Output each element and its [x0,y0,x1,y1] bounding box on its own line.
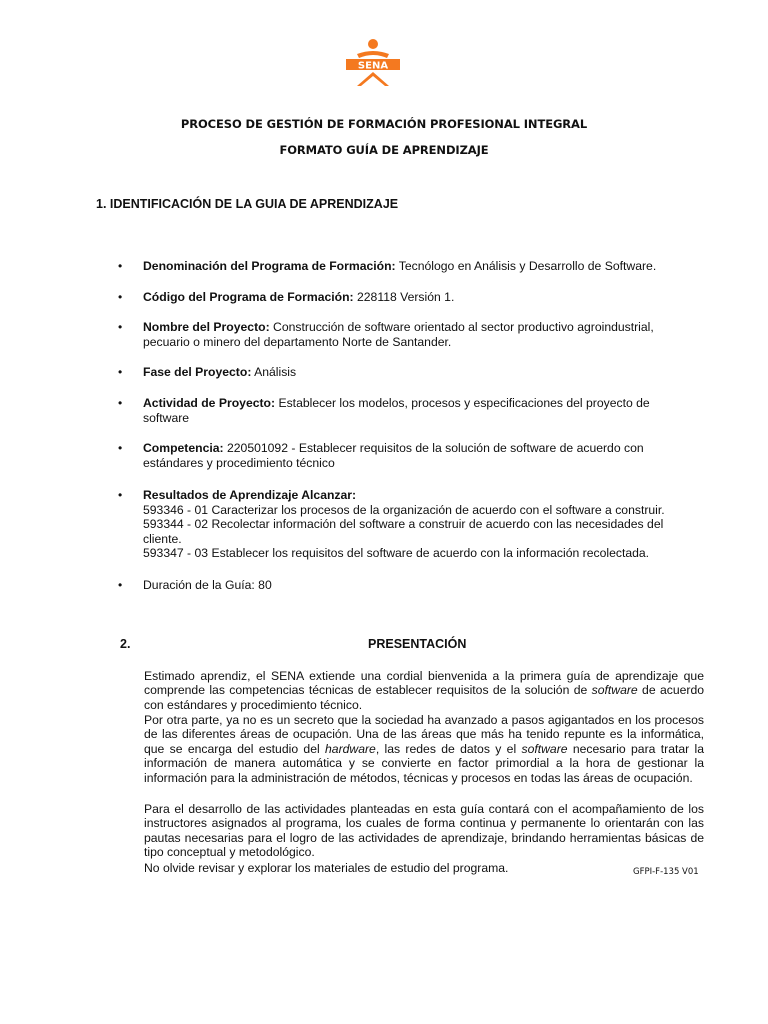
item-value: Duración de la Guía: 80 [143,578,272,592]
item-label: Competencia: [143,441,224,455]
list-item-project-activity [143,396,673,425]
text-span: de acuerdo con estándares y procedimiento técnico. [144,683,704,712]
text-span: necesario para tratar la información de manera automática y se convierte en factor primordial a la hora de gestionar la información para la administración de métodos, técnicas y procesos en todas las áreas de ocupación. [144,741,704,785]
item-label: Actividad de Proyecto: [143,396,276,410]
item-label: Resultados de Aprendizaje Alcanzar: [143,488,357,502]
list-item-program-code [143,290,691,305]
item-label: Código del Programa de Formación: [143,290,354,304]
italic-term: hardware [325,741,376,756]
list-item-learning-results [143,488,691,561]
list-item-project-phase [143,365,691,380]
item-label: Denominación del Programa de Formación: [143,259,396,273]
item-value: Tecnólogo en Análisis y Desarrollo de Software. [395,259,657,273]
sena-logo [343,38,403,88]
result-1: 593346 - 01 Caracterizar los procesos de la organización de acuerdo con el software a construir. [143,502,665,517]
list-item-competency [143,441,678,470]
text-span: Por otra parte, ya no es un secreto que la sociedad ha avanzado a pasos agigantados en los procesos de las diferentes áreas de ocupación. Una de las áreas que más ha tenido repunte es la informática, que se encarga del estudio del [144,713,704,756]
italic-term: software [591,683,638,698]
item-value: Análisis [251,365,297,379]
item-value: Establecer los modelos, procesos y especificaciones del proyecto de software [143,396,650,425]
item-value: 228118 Versión 1. [353,290,455,304]
list-item-duration [143,578,691,593]
item-label: Nombre del Proyecto: [143,320,270,334]
item-value: 220501092 - Establecer requisitos de la solución de software de acuerdo con estándares y procedimiento técnico [143,441,644,470]
context-paragraph [144,713,704,785]
text-span: , las redes de datos y el [375,741,522,756]
header-subtitle: FORMATO GUÍA DE APRENDIZAJE [279,143,489,157]
item-label: Fase del Proyecto: [143,365,252,379]
section-2-title: PRESENTACIÓN [368,637,467,651]
header-title: PROCESO DE GESTIÓN DE FORMACIÓN PROFESIONAL INTEGRAL [180,117,588,131]
result-3: 593347 - 03 Establecer los requisitos del software de acuerdo con la información recolectada. [143,546,650,560]
section-1-title: 1. IDENTIFICACIÓN DE LA GUIA DE APRENDIZAJE [96,197,399,211]
list-item-program-name [143,259,691,274]
item-value: Construcción de software orientado al sector productivo agroindustrial, pecuario o minero del departamento Norte de Santander. [143,320,654,349]
sena-logo-text: SENA [357,60,389,72]
section-2-number: 2. [120,637,131,651]
list-item-project-name [143,320,663,349]
intro-paragraph [144,669,704,712]
text-span: Estimado aprendiz, el SENA extiende una cordial bienvenida a la primera guía de aprendizaje que comprende las competencias técnicas de establecer requisitos de la solución de [144,669,704,698]
document-code: GFPI-F-135 V01 [633,867,699,877]
result-2: 593344 - 02 Recolectar información del software a construir de acuerdo con las necesidades del cliente. [143,517,664,546]
closing-paragraph: No olvide revisar y explorar los materiales de estudio del programa. [144,861,509,875]
support-paragraph: Para el desarrollo de las actividades planteadas en esta guía contará con el acompañamiento de los instructores asignados al programa, los cuales de forma continua y permanente lo orientarán con las pautas necesarias para el logro de las actividades de aprendizaje, brindando herramientas básicas de tipo conceptual y metodológico. [144,802,704,860]
italic-term: software [521,741,568,756]
